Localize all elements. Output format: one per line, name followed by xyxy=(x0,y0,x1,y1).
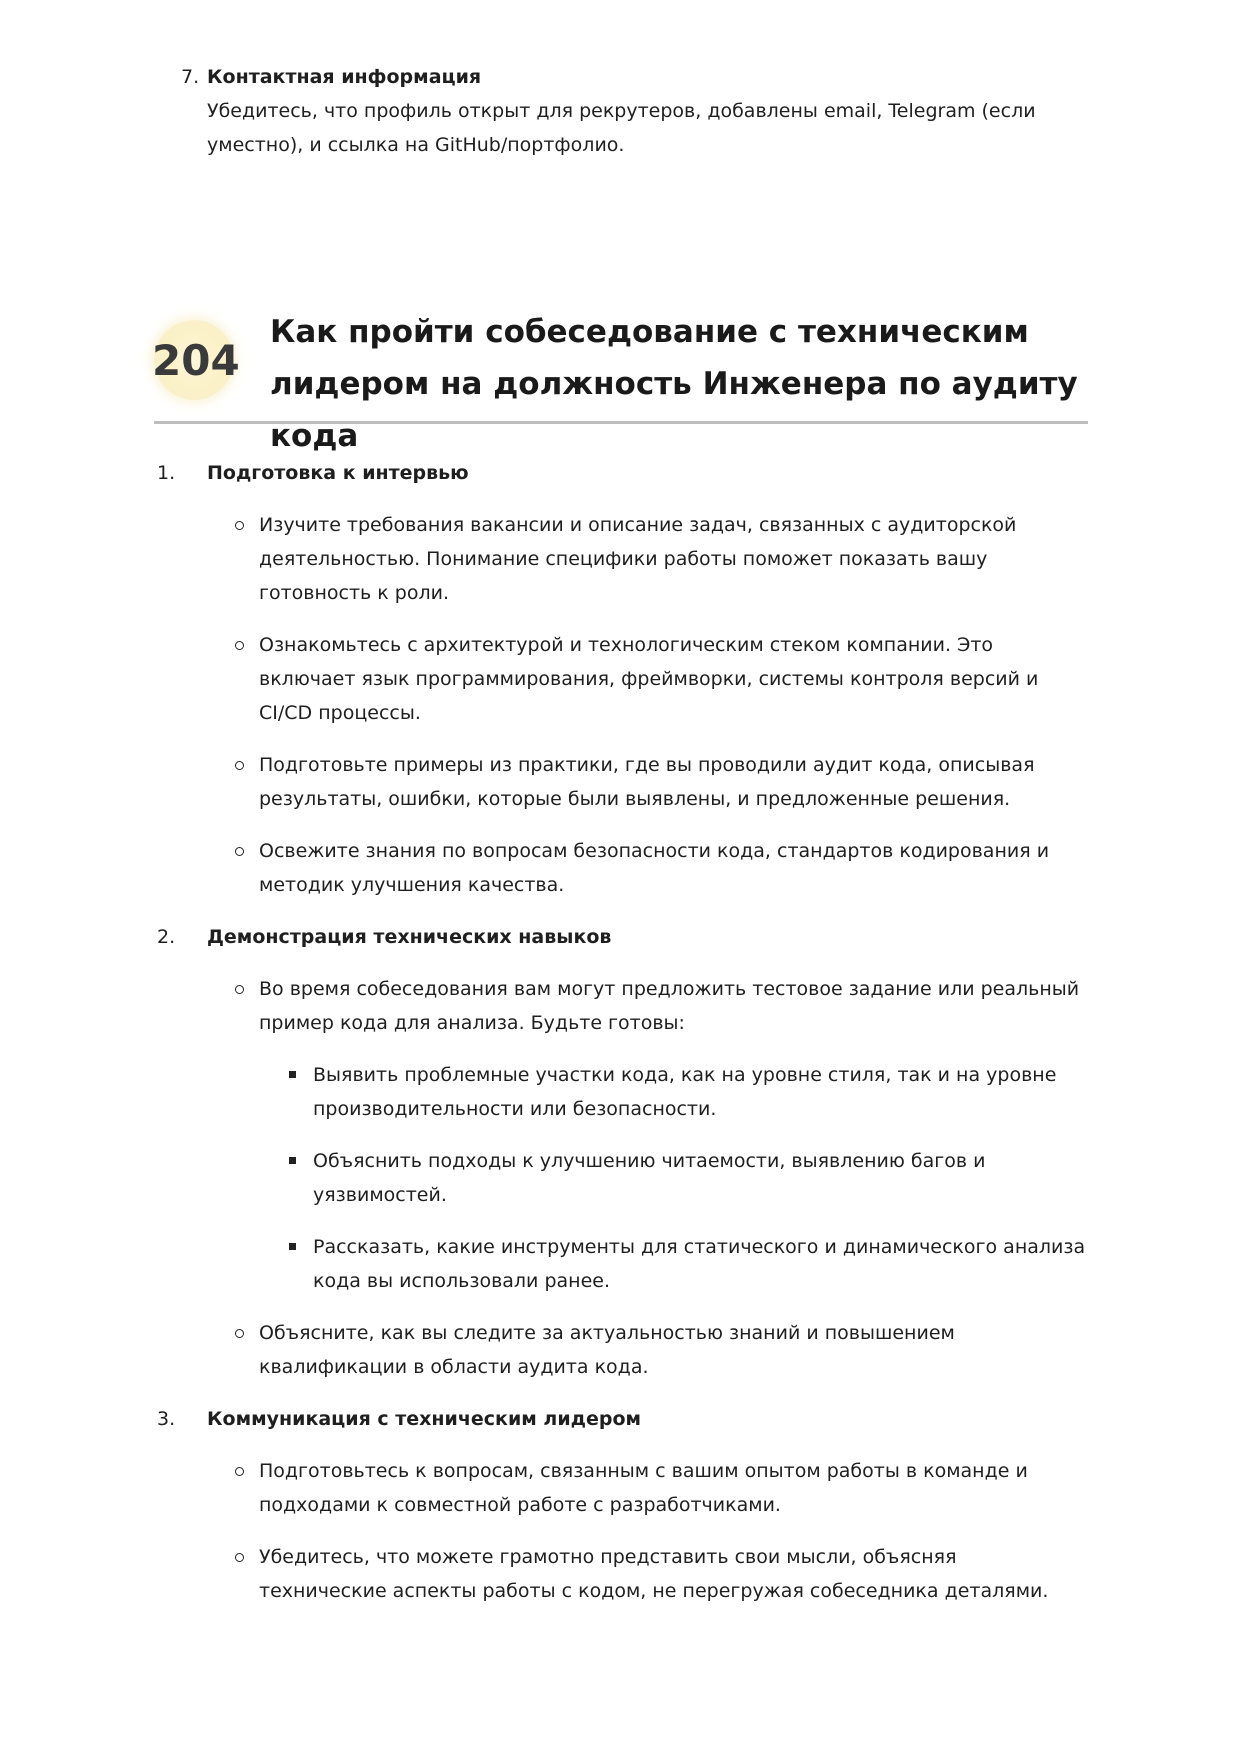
list-item-contact-info xyxy=(183,60,1083,162)
sub-item-text: Освежите знания по вопросам безопасности кода, стандартов кодирования и методик улучшения качества. xyxy=(259,840,1050,896)
square-bullet-icon xyxy=(289,1243,296,1250)
sub-item-text: Подготовьтесь к вопросам, связанным с вашим опытом работы в команде и подходами к совместной работе с разработчиками. xyxy=(259,1460,1028,1516)
sub-list-item xyxy=(259,1316,1089,1384)
section-title: Как пройти собеседование с техническим лидером на должность Инженера по аудиту кода xyxy=(270,314,1078,454)
section-number: 204 xyxy=(152,336,240,385)
square-bullet-icon xyxy=(289,1157,296,1164)
circle-bullet-icon xyxy=(235,985,244,994)
sub-item-text: Подготовьте примеры из практики, где вы проводили аудит кода, описывая результаты, ошибки, которые были выявлены, и предложенные решения. xyxy=(259,754,1035,810)
square-bullet-icon xyxy=(289,1071,296,1078)
sub-item-text: Ознакомьтесь с архитектурой и технологическим стеком компании. Это включает язык программирования, фреймворки, системы контроля версий и CI/CD процессы. xyxy=(259,634,1039,724)
section-header xyxy=(152,306,1088,454)
nested-list-item xyxy=(313,1230,1093,1298)
sub-list-item xyxy=(259,1454,1089,1522)
item-text: Убедитесь, что профиль открыт для рекрутеров, добавлены email, Telegram (если уместно), и ссылка на GitHub/портфолио. xyxy=(207,100,1036,156)
item-title: Подготовка к интервью xyxy=(207,462,469,484)
circle-bullet-icon xyxy=(235,761,244,770)
sub-list-item xyxy=(259,834,1089,902)
list-item xyxy=(157,920,1093,1384)
nested-list-item xyxy=(313,1144,1093,1212)
item-title: Демонстрация технических навыков xyxy=(207,926,612,948)
item-title: Коммуникация с техническим лидером xyxy=(207,1408,642,1430)
nested-list-item xyxy=(313,1058,1093,1126)
circle-bullet-icon xyxy=(235,1329,244,1338)
sub-item-text: Убедитесь, что можете грамотно представить свои мысли, объясняя технические аспекты работы с кодом, не перегружая собеседника деталями. xyxy=(259,1546,1049,1602)
nested-item-text: Выявить проблемные участки кода, как на уровне стиля, так и на уровне производительности или безопасности. xyxy=(313,1064,1057,1120)
item-number: 3. xyxy=(157,1408,176,1430)
sub-list-item xyxy=(259,628,1089,730)
circle-bullet-icon xyxy=(235,1467,244,1476)
circle-bullet-icon xyxy=(235,847,244,856)
list-item xyxy=(157,1402,1093,1608)
nested-item-text: Рассказать, какие инструменты для статического и динамического анализа кода вы использовали ранее. xyxy=(313,1236,1086,1292)
circle-bullet-icon xyxy=(235,521,244,530)
sub-item-text: Объясните, как вы следите за актуальностью знаний и повышением квалификации в области аудита кода. xyxy=(259,1322,955,1378)
sub-list-item xyxy=(259,748,1089,816)
sub-list-item xyxy=(259,1540,1089,1608)
list-item xyxy=(157,456,1093,902)
item-number: 1. xyxy=(157,462,176,484)
nested-list xyxy=(183,1058,1093,1298)
circle-bullet-icon xyxy=(235,1553,244,1562)
item-number: 7. xyxy=(181,66,200,88)
numbered-list xyxy=(157,456,1093,1626)
circle-bullet-icon xyxy=(235,641,244,650)
sub-list-item xyxy=(259,508,1089,610)
nested-item-text: Объяснить подходы к улучшению читаемости, выявлению багов и уязвимостей. xyxy=(313,1150,986,1206)
sub-list-item xyxy=(259,972,1089,1040)
item-title: Контактная информация xyxy=(207,66,482,88)
sub-item-text: Во время собеседования вам могут предложить тестовое задание или реальный пример кода для анализа. Будьте готовы: xyxy=(259,978,1080,1034)
sub-item-text: Изучите требования вакансии и описание задач, связанных с аудиторской деятельностью. Понимание специфики работы поможет показать вашу готовность к роли. xyxy=(259,514,1017,604)
item-number: 2. xyxy=(157,926,176,948)
